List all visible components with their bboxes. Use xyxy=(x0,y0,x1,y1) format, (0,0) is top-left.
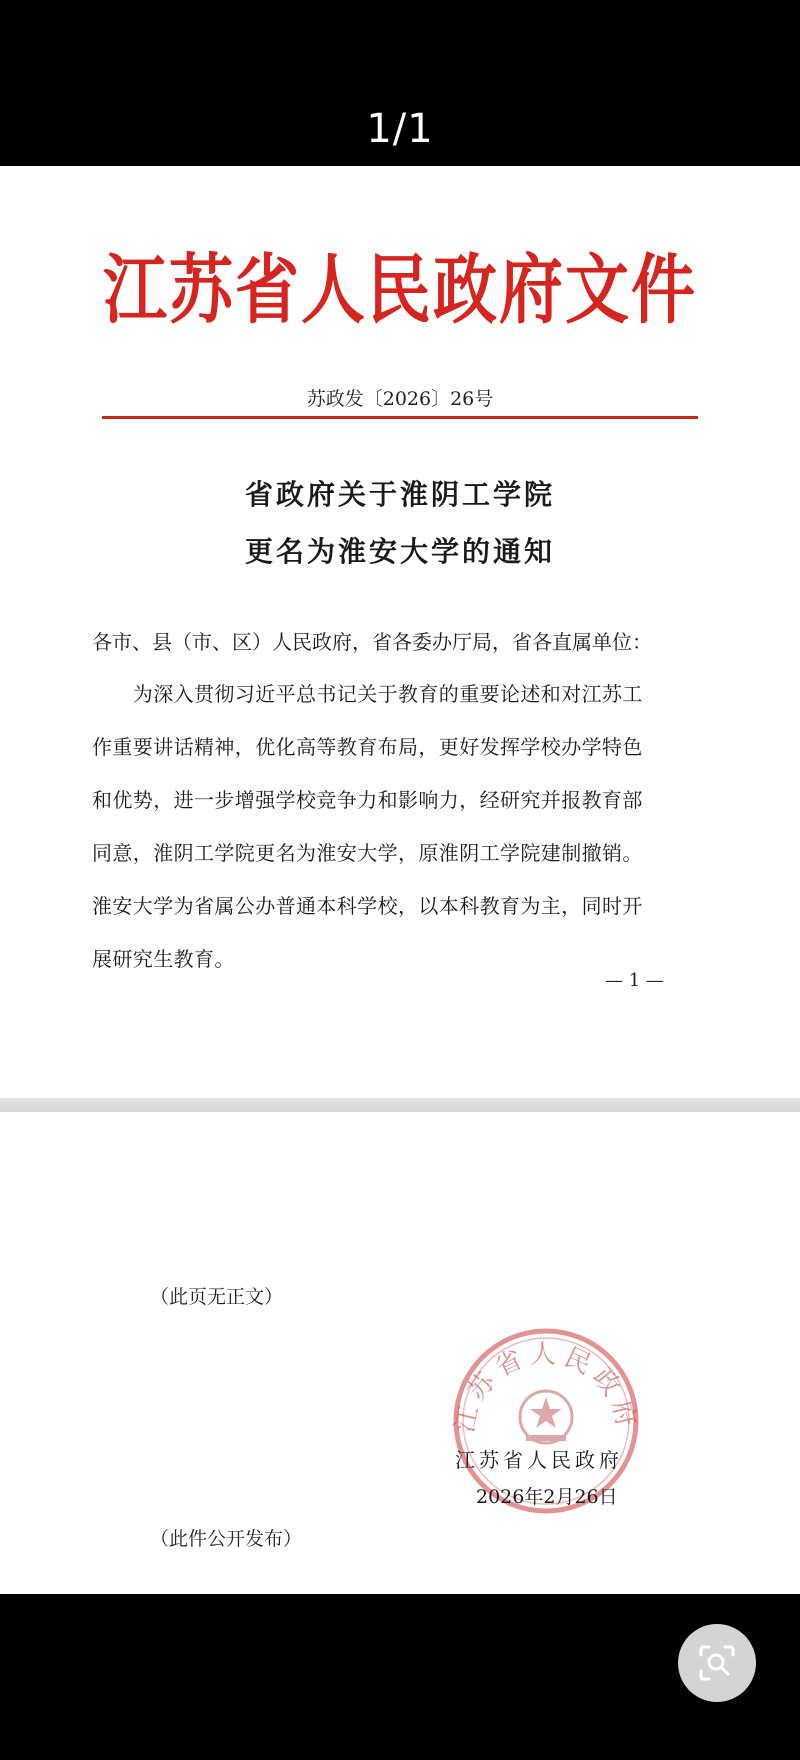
notice-title-line-1: 省政府关于淮阴工学院 xyxy=(244,478,555,511)
body-line: 作重要讲话精神，优化高等教育布局，更好发挥学校办学特色 xyxy=(92,735,643,759)
document-number: 苏政发〔2026〕26号 xyxy=(306,388,494,410)
svg-text:江苏省人民政府: 江苏省人民政府 xyxy=(450,1339,642,1436)
page-number: — 1 — xyxy=(605,970,664,991)
document-page-1 xyxy=(0,166,800,1098)
body-line: 展研究生教育。 xyxy=(92,947,235,971)
issue-date: 2026年2月26日 xyxy=(476,1486,618,1508)
image-search-button[interactable] xyxy=(678,1624,756,1702)
body-line: 为深入贯彻习近平总书记关于教育的重要论述和对江苏工 xyxy=(92,682,643,706)
no-text-note: （此页无正文） xyxy=(150,1286,284,1308)
page-counter: 1/1 xyxy=(366,106,434,152)
salutation: 各市、县（市、区）人民政府，省各委办厅局，省各直属单位： xyxy=(92,630,652,654)
viewer-header xyxy=(0,0,800,165)
issuer-name: 江苏省人民政府 xyxy=(455,1448,623,1472)
red-divider-rule xyxy=(102,416,698,419)
body-line: 和优势，进一步增强学校竞争力和影响力，经研究并报教育部 xyxy=(92,788,643,812)
document-page-2 xyxy=(0,1112,800,1594)
body-line: 同意，淮阴工学院更名为淮安大学，原淮阴工学院建制撤销。 xyxy=(92,841,643,865)
document-header-title: 江苏省人民政府文件 xyxy=(103,247,697,335)
public-release-note: （此件公开发布） xyxy=(150,1528,303,1550)
scan-search-icon xyxy=(697,1643,737,1683)
page-separator xyxy=(0,1098,800,1112)
body-line: 淮安大学为省属公办普通本科学校，以本科教育为主，同时开 xyxy=(92,894,643,918)
notice-title-line-2: 更名为淮安大学的通知 xyxy=(244,535,555,568)
